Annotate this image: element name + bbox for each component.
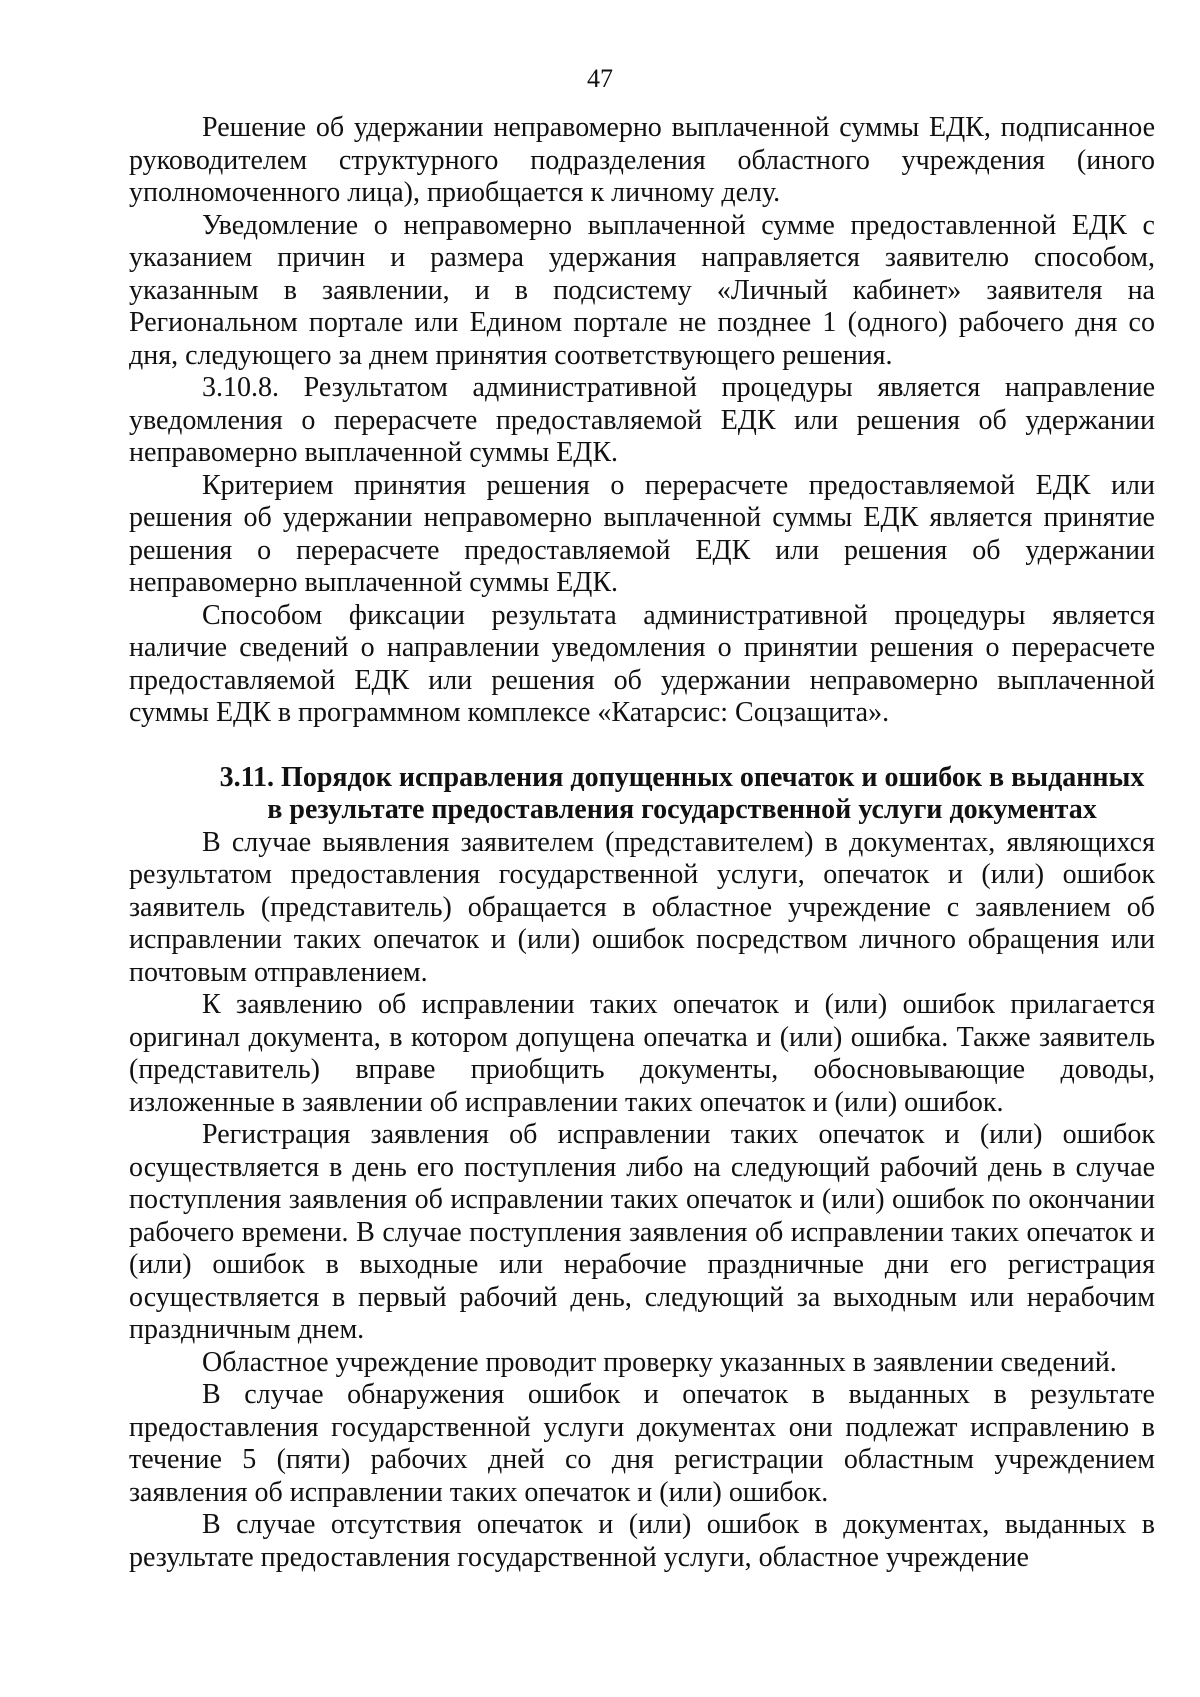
- section-heading-line-2: в результате предоставления государственной услуги документах: [267, 794, 1097, 825]
- paragraph-overpayment-notice: Уведомление о неправомерно выплаченной сумме предоставленной ЕДК с указанием причин и размера удержания направляется заявителю способом, указанным в заявлении, и в подсистему «Личный кабинет» заявителя на Региональном портале или Едином портале не позднее 1 (одного) рабочего дня со дня, следующего за днем принятия соответствующего решения.: [129, 209, 1155, 371]
- page-number: 47: [587, 64, 613, 93]
- document-body: [129, 112, 1155, 1574]
- paragraph-registration: Регистрация заявления об исправлении таких опечаток и (или) ошибок осуществляется в день его поступления либо на следующий рабочий день в случае поступления заявления об исправлении таких опечаток и (или) ошибок по окончании рабочего времени. В случае поступления заявления об исправлении таких опечаток и (или) ошибок в выходные или нерабочие праздничные дни его регистрация осуществляется в первый рабочий день, следующий за выходным или нерабочим праздничным днем.: [129, 1119, 1155, 1345]
- paragraph-decision-criterion: Критерием принятия решения о перерасчете предоставляемой ЕДК или решения об удержании неправомерно выплаченной суммы ЕДК является принятие решения о перерасчете предоставляемой ЕДК или решения об удержании неправомерно выплаченной суммы ЕДК.: [129, 469, 1155, 598]
- paragraph-correction-deadline: В случае обнаружения ошибок и опечаток в выданных в результате предоставления государственной услуги документах они подлежат исправлению в течение 5 (пяти) рабочих дней со дня регистрации областным учреждением заявления об исправлении таких опечаток и (или) ошибок.: [129, 1379, 1155, 1508]
- paragraph-original-attached: К заявлению об исправлении таких опечаток и (или) ошибок прилагается оригинал документа, в котором допущена опечатка и (или) ошибка. Также заявитель (представитель) вправе приобщить документы, обосновывающие доводы, изложенные в заявлении об исправлении таких опечаток и (или) ошибок.: [129, 989, 1155, 1118]
- paragraph-decision-attached: Решение об удержании неправомерно выплаченной суммы ЕДК, подписанное руководителем структурного подразделения областного учреждения (иного уполномоченного лица), приобщается к личному делу.: [129, 112, 1155, 208]
- paragraph-error-detection: В случае выявления заявителем (представителем) в документах, являющихся результатом предоставления государственной услуги, опечаток и (или) ошибок заявитель (представитель) обращается в областное учреждение с заявлением об исправлении таких опечаток и (или) ошибок посредством личного обращения или почтовым отправлением.: [129, 826, 1155, 988]
- paragraph-result-recording: Способом фиксации результата административной процедуры является наличие сведений о направлении уведомления о принятии решения о перерасчете предоставляемой ЕДК или решения об удержании неправомерно выплаченной суммы ЕДК в программном комплексе «Катарсис: Соцзащита».: [129, 599, 1155, 728]
- section-heading-3-11: [129, 762, 1155, 827]
- paragraph-no-errors: В случае отсутствия опечаток и (или) ошибок в документах, выданных в результате предоставления государственной услуги, областное учреждение: [129, 1509, 1155, 1573]
- section-heading-line-1: 3.11. Порядок исправления допущенных опечаток и ошибок в выданных: [219, 761, 1145, 793]
- paragraph-3-10-8-result: 3.10.8. Результатом административной процедуры является направление уведомления о перерасчете предоставляемой ЕДК или решения об удержании неправомерно выплаченной суммы ЕДК.: [129, 372, 1155, 468]
- paragraph-verification: Областное учреждение проводит проверку указанных в заявлении сведений.: [202, 1346, 1117, 1378]
